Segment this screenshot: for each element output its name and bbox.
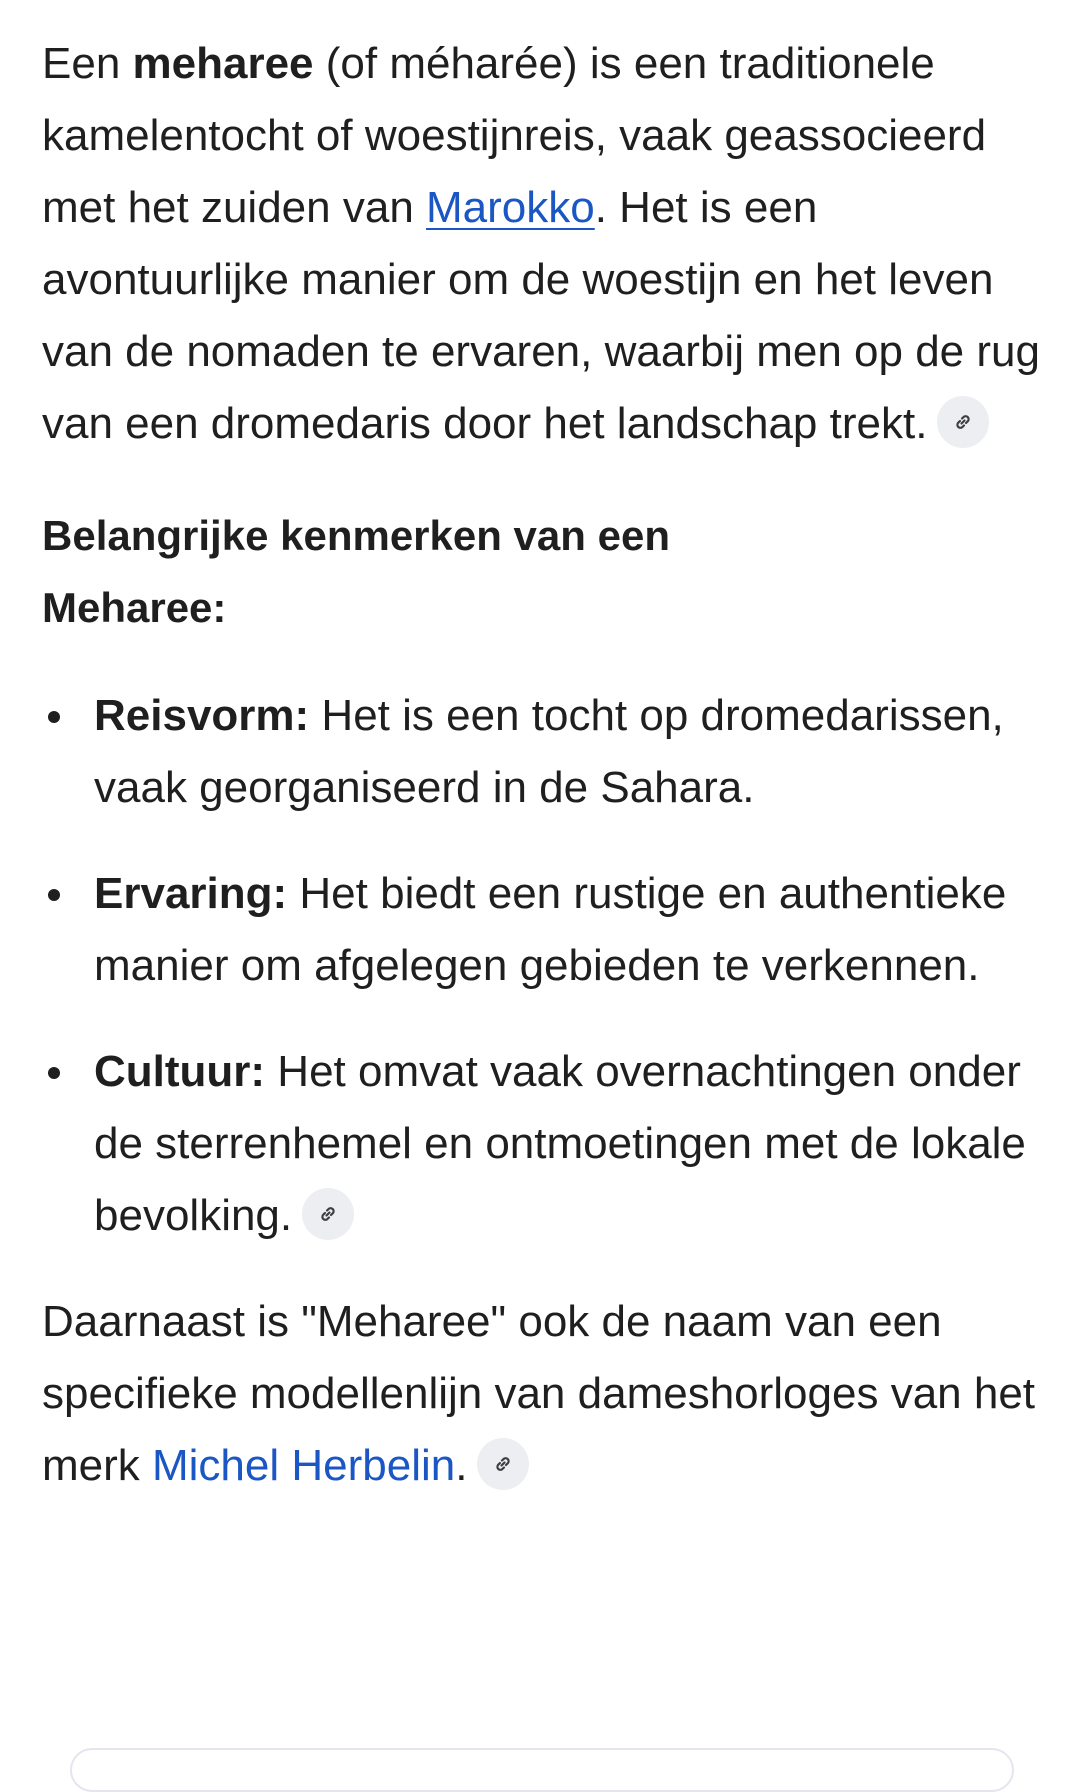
intro-text-3: . Het is een avontuurlijke manier om de woestijn en het leven van de nomaden te ervaren, waarbij men op de rug van een dromedaris door het landschap trekt. bbox=[42, 183, 1040, 448]
citation-button-intro[interactable] bbox=[937, 396, 989, 448]
bullet bbox=[48, 1067, 60, 1079]
citation-button-closing[interactable] bbox=[477, 1438, 529, 1490]
feature-text: Het omvat vaak overnachtingen onder de sterrenhemel en ontmoetingen met de lokale bevolking. bbox=[94, 1047, 1026, 1240]
intro-paragraph bbox=[42, 28, 1042, 460]
link-icon bbox=[491, 1452, 515, 1476]
list-item bbox=[42, 858, 1042, 1002]
bullet bbox=[48, 889, 60, 901]
list-item bbox=[42, 1036, 1042, 1252]
closing-text-2: . bbox=[455, 1441, 468, 1490]
feature-text: Het is een tocht op dromedarissen, vaak georganiseerd in de Sahara. bbox=[94, 691, 1004, 812]
closing-paragraph bbox=[42, 1286, 1042, 1502]
citation-button-features[interactable] bbox=[302, 1188, 354, 1240]
answer-content bbox=[42, 28, 1042, 1502]
bullet bbox=[48, 711, 60, 723]
feature-label: Reisvorm: bbox=[94, 691, 310, 740]
features-list bbox=[42, 680, 1042, 1252]
link-icon bbox=[951, 410, 975, 434]
next-card-edge bbox=[70, 1748, 1014, 1792]
closing-text-1: Daarnaast is "Meharee" ook de naam van een specifieke modellenlijn van dameshorloges van het merk bbox=[42, 1297, 1036, 1490]
intro-term: meharee bbox=[132, 39, 314, 88]
marokko-link[interactable]: Marokko bbox=[426, 183, 595, 232]
feature-text: Het biedt een rustige en authentieke manier om afgelegen gebieden te verkennen. bbox=[94, 869, 1007, 990]
intro-text-1: Een bbox=[42, 39, 133, 88]
link-icon bbox=[316, 1202, 340, 1226]
michel-herbelin-link[interactable]: Michel Herbelin bbox=[152, 1441, 456, 1490]
features-heading: Belangrijke kenmerken van een Meharee: bbox=[42, 512, 670, 631]
intro-text-2: (of méharée) is een traditionele kamelentocht of woestijnreis, vaak geassocieerd met het zuiden van bbox=[42, 39, 987, 232]
feature-label: Cultuur: bbox=[94, 1047, 266, 1096]
feature-label: Ervaring: bbox=[94, 869, 288, 918]
list-item bbox=[42, 680, 1042, 824]
